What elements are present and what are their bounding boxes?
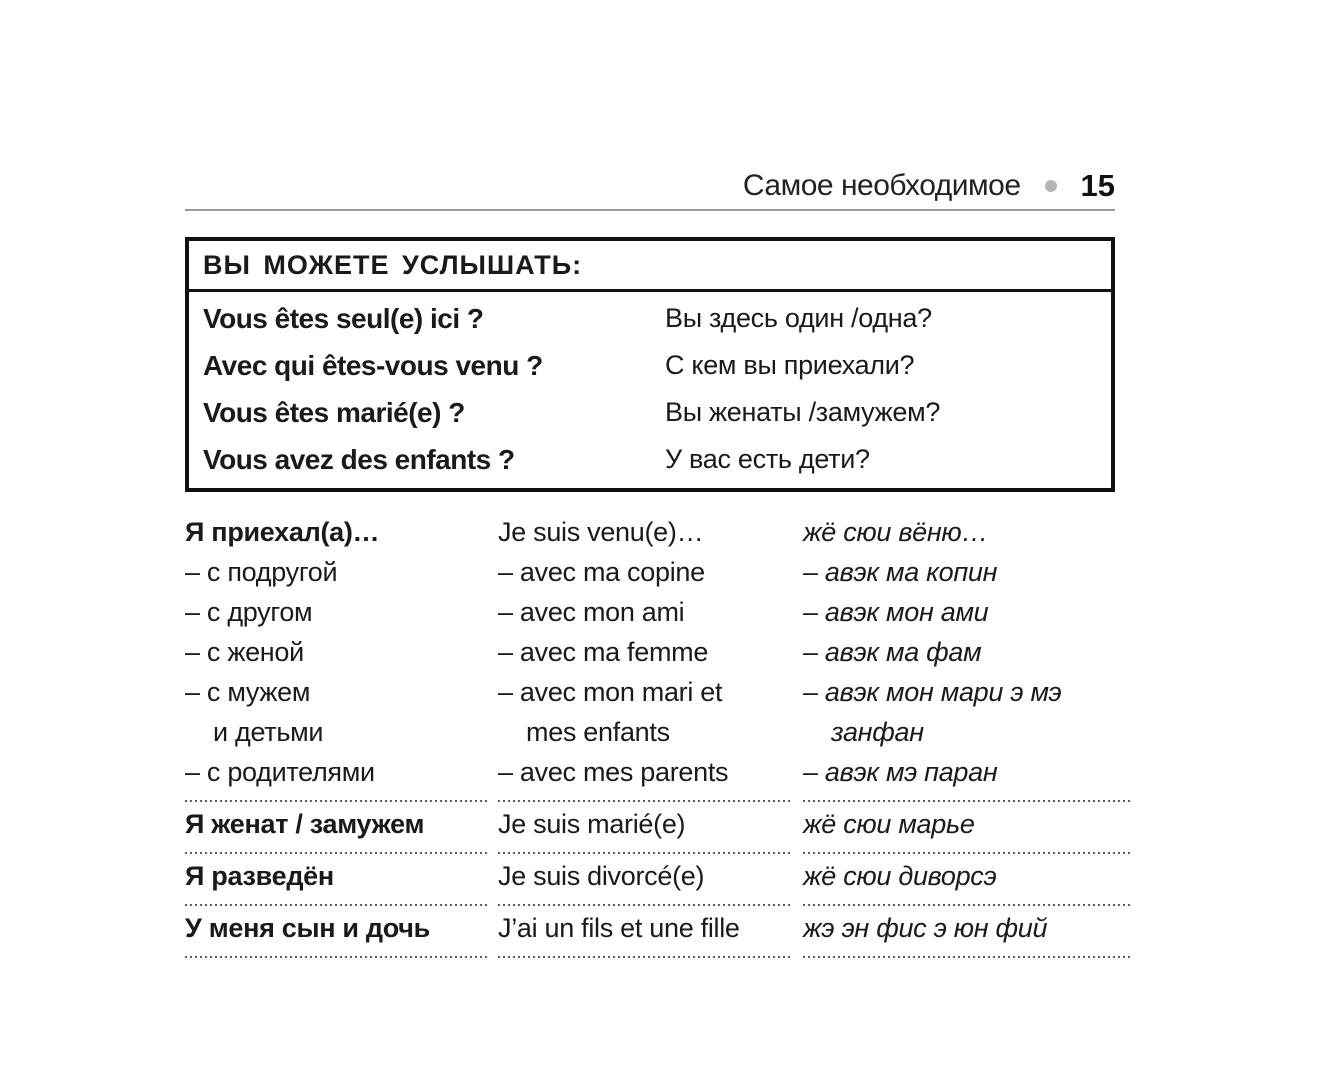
transcription: жё сюи вёню… bbox=[803, 517, 989, 547]
phrase-entry bbox=[185, 804, 1130, 854]
phrase-row bbox=[185, 908, 1130, 948]
french-phrase: Vous êtes marié(e) ? bbox=[203, 396, 465, 428]
phrase-row bbox=[185, 632, 1130, 672]
transcription: жё сюи диворсэ bbox=[803, 861, 997, 891]
french-phrase: Vous avez des enfants ? bbox=[203, 443, 515, 475]
hear-box-row bbox=[189, 295, 1111, 342]
russian-phrase: – с мужем bbox=[185, 677, 311, 707]
transcription: – авэк мон ами bbox=[803, 597, 989, 627]
russian-phrase: – с подругой bbox=[185, 557, 338, 587]
french-phrase: Je suis marié(e) bbox=[498, 809, 686, 839]
phrase-row-continuation bbox=[185, 712, 1130, 752]
dotted-separator bbox=[185, 792, 1130, 802]
transcription: – авэк ма копин bbox=[803, 557, 998, 587]
phrase-row bbox=[185, 804, 1130, 844]
russian-phrase: – с родителями bbox=[185, 757, 375, 787]
phrasebook-page bbox=[185, 0, 1130, 1080]
russian-phrase: – с другом bbox=[185, 597, 313, 627]
hear-box-row bbox=[189, 436, 1111, 483]
french-phrase: J’ai un fils et une fille bbox=[498, 913, 740, 943]
phrase-row bbox=[185, 752, 1130, 792]
russian-translation: С кем вы приехали? bbox=[665, 350, 915, 380]
french-phrase: – avec mon ami bbox=[498, 597, 685, 627]
transcription: – авэк ма фам bbox=[803, 637, 982, 667]
hear-box-row bbox=[189, 389, 1111, 436]
dotted-separator bbox=[185, 896, 1130, 906]
russian-translation: У вас есть дети? bbox=[665, 444, 870, 474]
french-phrase: Avec qui êtes-vous venu ? bbox=[203, 349, 543, 381]
french-phrase: – avec mon mari et bbox=[498, 677, 723, 707]
phrase-row bbox=[185, 512, 1130, 552]
bullet-dot-icon bbox=[1045, 180, 1057, 192]
hear-box-row bbox=[189, 342, 1111, 389]
transcription: жэ эн фис э юн фий bbox=[803, 913, 1048, 943]
transcription: жё сюи марье bbox=[803, 809, 975, 839]
phrase-entry bbox=[185, 512, 1130, 802]
dotted-separator bbox=[185, 844, 1130, 854]
phrase-table bbox=[185, 512, 1130, 960]
russian-phrase: – с женой bbox=[185, 637, 304, 667]
russian-translation: Вы здесь один /одна? bbox=[665, 303, 932, 333]
russian-phrase: У меня сын и дочь bbox=[185, 913, 430, 943]
phrase-entry bbox=[185, 856, 1130, 906]
french-phrase: – avec ma femme bbox=[498, 637, 709, 667]
phrase-row bbox=[185, 592, 1130, 632]
phrase-entry bbox=[185, 908, 1130, 958]
phrase-row bbox=[185, 552, 1130, 592]
russian-translation: Вы женаты /замужем? bbox=[665, 397, 941, 427]
page-number: 15 bbox=[1080, 168, 1115, 203]
russian-phrase: Я женат / замужем bbox=[185, 809, 425, 839]
french-phrase: – avec ma copine bbox=[498, 557, 705, 587]
french-phrase: – avec mes parents bbox=[498, 757, 729, 787]
transcription: – авэк мэ паран bbox=[803, 757, 998, 787]
header-rule bbox=[185, 209, 1115, 211]
running-head bbox=[185, 168, 1115, 204]
french-phrase: mes enfants bbox=[526, 717, 670, 747]
hear-box-body bbox=[189, 292, 1111, 488]
french-phrase: Je suis divorcé(e) bbox=[498, 861, 705, 891]
section-title: Самое необходимое bbox=[742, 169, 1021, 202]
french-phrase: Vous êtes seul(e) ici ? bbox=[203, 302, 484, 334]
transcription: – авэк мон мари э мэ bbox=[803, 677, 1062, 707]
hear-box-title: ВЫ МОЖЕТЕ УСЛЫШАТЬ: bbox=[189, 241, 1111, 292]
hear-box bbox=[185, 237, 1115, 492]
phrase-row bbox=[185, 672, 1130, 712]
transcription: занфан bbox=[831, 717, 924, 747]
russian-phrase: и детьми bbox=[213, 717, 324, 747]
russian-phrase: Я приехал(а)… bbox=[185, 517, 380, 547]
french-phrase: Je suis venu(e)… bbox=[498, 517, 704, 547]
dotted-separator bbox=[185, 948, 1130, 958]
phrase-row bbox=[185, 856, 1130, 896]
russian-phrase: Я разведён bbox=[185, 861, 334, 891]
